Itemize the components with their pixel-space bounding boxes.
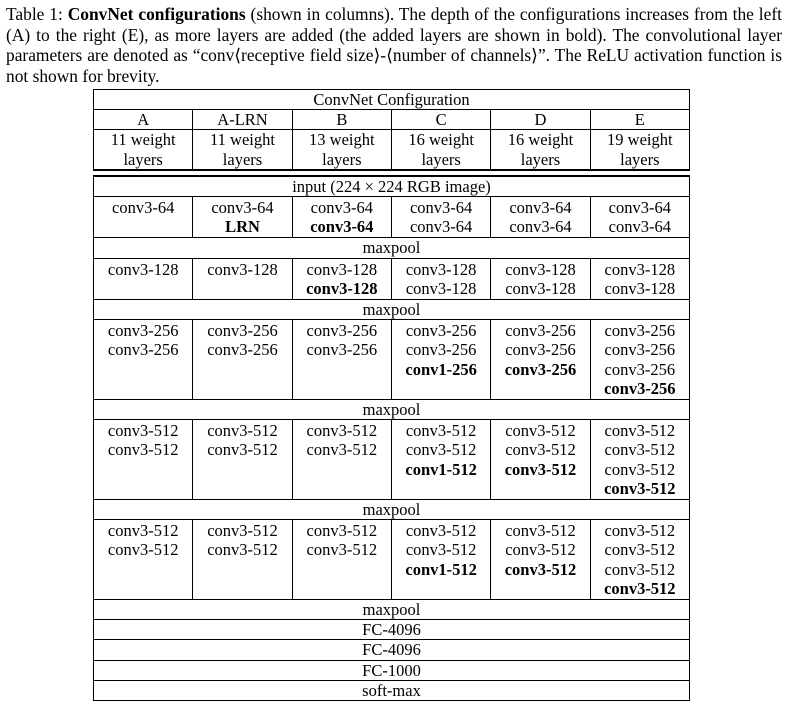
layer-label: conv3-256	[604, 340, 676, 360]
layer-cell	[94, 320, 193, 400]
maxpool-row	[94, 400, 690, 420]
maxpool-label: maxpool	[94, 500, 690, 520]
layer-label: conv3-512	[604, 540, 676, 560]
tail-layer-row	[94, 620, 690, 640]
added-layer-label: conv3-512	[604, 578, 676, 598]
added-layer-label: conv3-64	[310, 217, 374, 237]
tail-layer-row	[94, 680, 690, 700]
layer-label: conv3-128	[207, 259, 278, 279]
column-name: A-LRN	[193, 110, 292, 130]
layer-cell	[193, 520, 292, 600]
layer-cell	[590, 197, 689, 238]
layer-label: conv3-256	[207, 321, 278, 341]
layer-cell	[391, 197, 490, 238]
column-depth-unit: layers	[94, 150, 193, 170]
layer-cell	[391, 420, 490, 500]
added-layer-label: conv3-512	[604, 478, 676, 498]
layer-cell	[94, 420, 193, 500]
added-layer-label: conv3-512	[504, 559, 577, 579]
layer-cell	[391, 320, 490, 400]
column-name: C	[391, 110, 490, 130]
table-title-row	[94, 90, 690, 110]
maxpool-label: maxpool	[94, 300, 690, 320]
column-depth: 11 weight	[193, 130, 292, 150]
layer-label: conv3-64	[409, 198, 473, 218]
tail-layer-label: soft-max	[94, 680, 690, 700]
layer-label: conv3-64	[608, 217, 671, 237]
layer-label: conv3-64	[509, 217, 572, 237]
layer-cell	[292, 420, 391, 500]
tail-layer-label: FC-4096	[94, 640, 690, 660]
added-layer-label: conv1-256	[405, 359, 477, 379]
layer-block-row	[94, 520, 690, 600]
layer-label: conv3-128	[505, 278, 576, 298]
added-layer-label: LRN	[225, 217, 260, 237]
layer-label: conv3-512	[107, 521, 179, 541]
layer-label: conv3-512	[306, 540, 378, 560]
layer-cell	[491, 320, 590, 400]
layer-label: conv3-512	[306, 421, 378, 441]
column-depth-unit: layers	[590, 150, 689, 170]
layer-label: conv3-256	[405, 321, 477, 341]
tail-layer-label: FC-1000	[94, 660, 690, 680]
input-label: input (224 × 224 RGB image)	[94, 176, 690, 197]
column-depth: 19 weight	[590, 130, 689, 150]
layer-block-row	[94, 420, 690, 500]
layer-cell	[590, 258, 689, 299]
added-layer-label: conv3-512	[504, 459, 577, 479]
maxpool-label: maxpool	[94, 600, 690, 620]
layer-label: conv3-256	[306, 340, 378, 360]
layer-cell	[193, 320, 292, 400]
layer-label: conv3-256	[604, 321, 676, 341]
layer-label: conv3-512	[306, 440, 378, 460]
layer-cell	[94, 520, 193, 600]
tail-layer-row	[94, 640, 690, 660]
column-depth: 16 weight	[491, 130, 590, 150]
layer-label: conv3-512	[405, 521, 477, 541]
column-name: B	[292, 110, 391, 130]
column-depth: 11 weight	[94, 130, 193, 150]
convnet-configuration-table	[93, 89, 690, 701]
layer-label: conv3-512	[604, 440, 676, 460]
column-name: D	[491, 110, 590, 130]
maxpool-row	[94, 600, 690, 620]
layer-label: conv3-256	[107, 340, 179, 360]
layer-cell	[292, 320, 391, 400]
layer-label: conv3-64	[112, 198, 175, 218]
layer-cell	[94, 197, 193, 238]
layer-label: conv3-128	[604, 278, 676, 298]
column-name-row	[94, 110, 690, 130]
layer-label: conv3-64	[409, 217, 473, 237]
layer-label: conv3-512	[405, 540, 477, 560]
layer-label: conv3-64	[211, 198, 274, 218]
layer-label: conv3-512	[207, 440, 278, 460]
column-depth: 13 weight	[292, 130, 391, 150]
layer-cell	[391, 258, 490, 299]
maxpool-row	[94, 300, 690, 320]
layer-label: conv3-256	[207, 340, 278, 360]
layer-cell	[292, 258, 391, 299]
added-layer-label: conv3-128	[306, 278, 378, 298]
layer-cell	[491, 520, 590, 600]
layer-cell	[590, 320, 689, 400]
layer-label: conv3-512	[107, 540, 179, 560]
added-layer-label: conv1-512	[405, 459, 477, 479]
layer-cell	[193, 197, 292, 238]
layer-label: conv3-512	[107, 421, 179, 441]
layer-label: conv3-64	[310, 198, 373, 218]
layer-label: conv3-256	[107, 321, 179, 341]
layer-cell	[590, 420, 689, 500]
layer-label: conv3-512	[604, 521, 676, 541]
layer-label: conv3-512	[505, 421, 576, 441]
layer-cell	[491, 420, 590, 500]
column-depth: 16 weight	[391, 130, 490, 150]
maxpool-label: maxpool	[94, 400, 690, 420]
layer-label: conv3-512	[505, 540, 576, 560]
layer-label: conv3-512	[405, 440, 477, 460]
layer-cell	[491, 197, 590, 238]
layer-label: conv3-512	[604, 459, 676, 479]
column-depth-unit: layers	[292, 150, 391, 170]
layer-cell	[590, 520, 689, 600]
tail-layer-row	[94, 660, 690, 680]
layer-label: conv3-256	[306, 321, 378, 341]
layer-label: conv3-64	[608, 198, 671, 218]
maxpool-row	[94, 500, 690, 520]
layer-label: conv3-512	[604, 421, 676, 441]
table-body	[94, 90, 690, 701]
layer-label: conv3-512	[207, 421, 278, 441]
layer-label: conv3-128	[107, 259, 179, 279]
caption-bold-title: ConvNet configurations	[67, 4, 246, 24]
layer-label: conv3-256	[405, 340, 477, 360]
layer-label: conv3-128	[405, 278, 477, 298]
added-layer-label: conv1-512	[405, 559, 477, 579]
column-depth-unit: layers	[491, 150, 590, 170]
layer-label: conv3-256	[505, 321, 576, 341]
layer-label: conv3-256	[505, 340, 576, 360]
layer-block-row	[94, 320, 690, 400]
table-caption	[6, 4, 782, 86]
layer-block-row	[94, 258, 690, 299]
column-depth-unit: layers	[391, 150, 490, 170]
column-depth-unit-row	[94, 150, 690, 170]
layer-cell	[292, 520, 391, 600]
column-depth-unit: layers	[193, 150, 292, 170]
layer-block-row	[94, 197, 690, 238]
layer-cell	[391, 520, 490, 600]
layer-label: conv3-64	[509, 198, 572, 218]
input-row	[94, 176, 690, 197]
tail-layer-label: FC-4096	[94, 620, 690, 640]
layer-cell	[193, 258, 292, 299]
layer-cell	[94, 258, 193, 299]
layer-cell	[491, 258, 590, 299]
layer-label: conv3-128	[405, 259, 477, 279]
caption-text: (shown in columns). The depth of the configurations increases from the left (A) to the right (E), as more layers are added (the added layers are shown in bold). The convolutional layer parameters are denoted as “conv⟨receptive field size⟩-⟨number of channels⟩”. The ReLU activation function is not shown for brevity.	[6, 4, 782, 86]
table-title: ConvNet Configuration	[94, 90, 690, 110]
layer-cell	[193, 420, 292, 500]
maxpool-row	[94, 238, 690, 258]
layer-label: conv3-128	[306, 259, 378, 279]
layer-label: conv3-512	[604, 559, 676, 579]
layer-cell	[292, 197, 391, 238]
caption-label: Table 1:	[6, 4, 68, 24]
layer-label: conv3-512	[107, 440, 179, 460]
layer-label: conv3-512	[405, 421, 477, 441]
added-layer-label: conv3-256	[504, 359, 577, 379]
layer-label: conv3-512	[505, 521, 576, 541]
added-layer-label: conv3-256	[604, 378, 676, 398]
layer-label: conv3-512	[207, 540, 278, 560]
layer-label: conv3-512	[207, 521, 278, 541]
column-name: E	[590, 110, 689, 130]
layer-label: conv3-128	[505, 259, 576, 279]
maxpool-label: maxpool	[94, 238, 690, 258]
layer-label: conv3-128	[604, 259, 676, 279]
layer-label: conv3-256	[604, 359, 676, 379]
layer-label: conv3-512	[505, 440, 576, 460]
column-depth-row	[94, 130, 690, 150]
column-name: A	[94, 110, 193, 130]
layer-label: conv3-512	[306, 521, 378, 541]
